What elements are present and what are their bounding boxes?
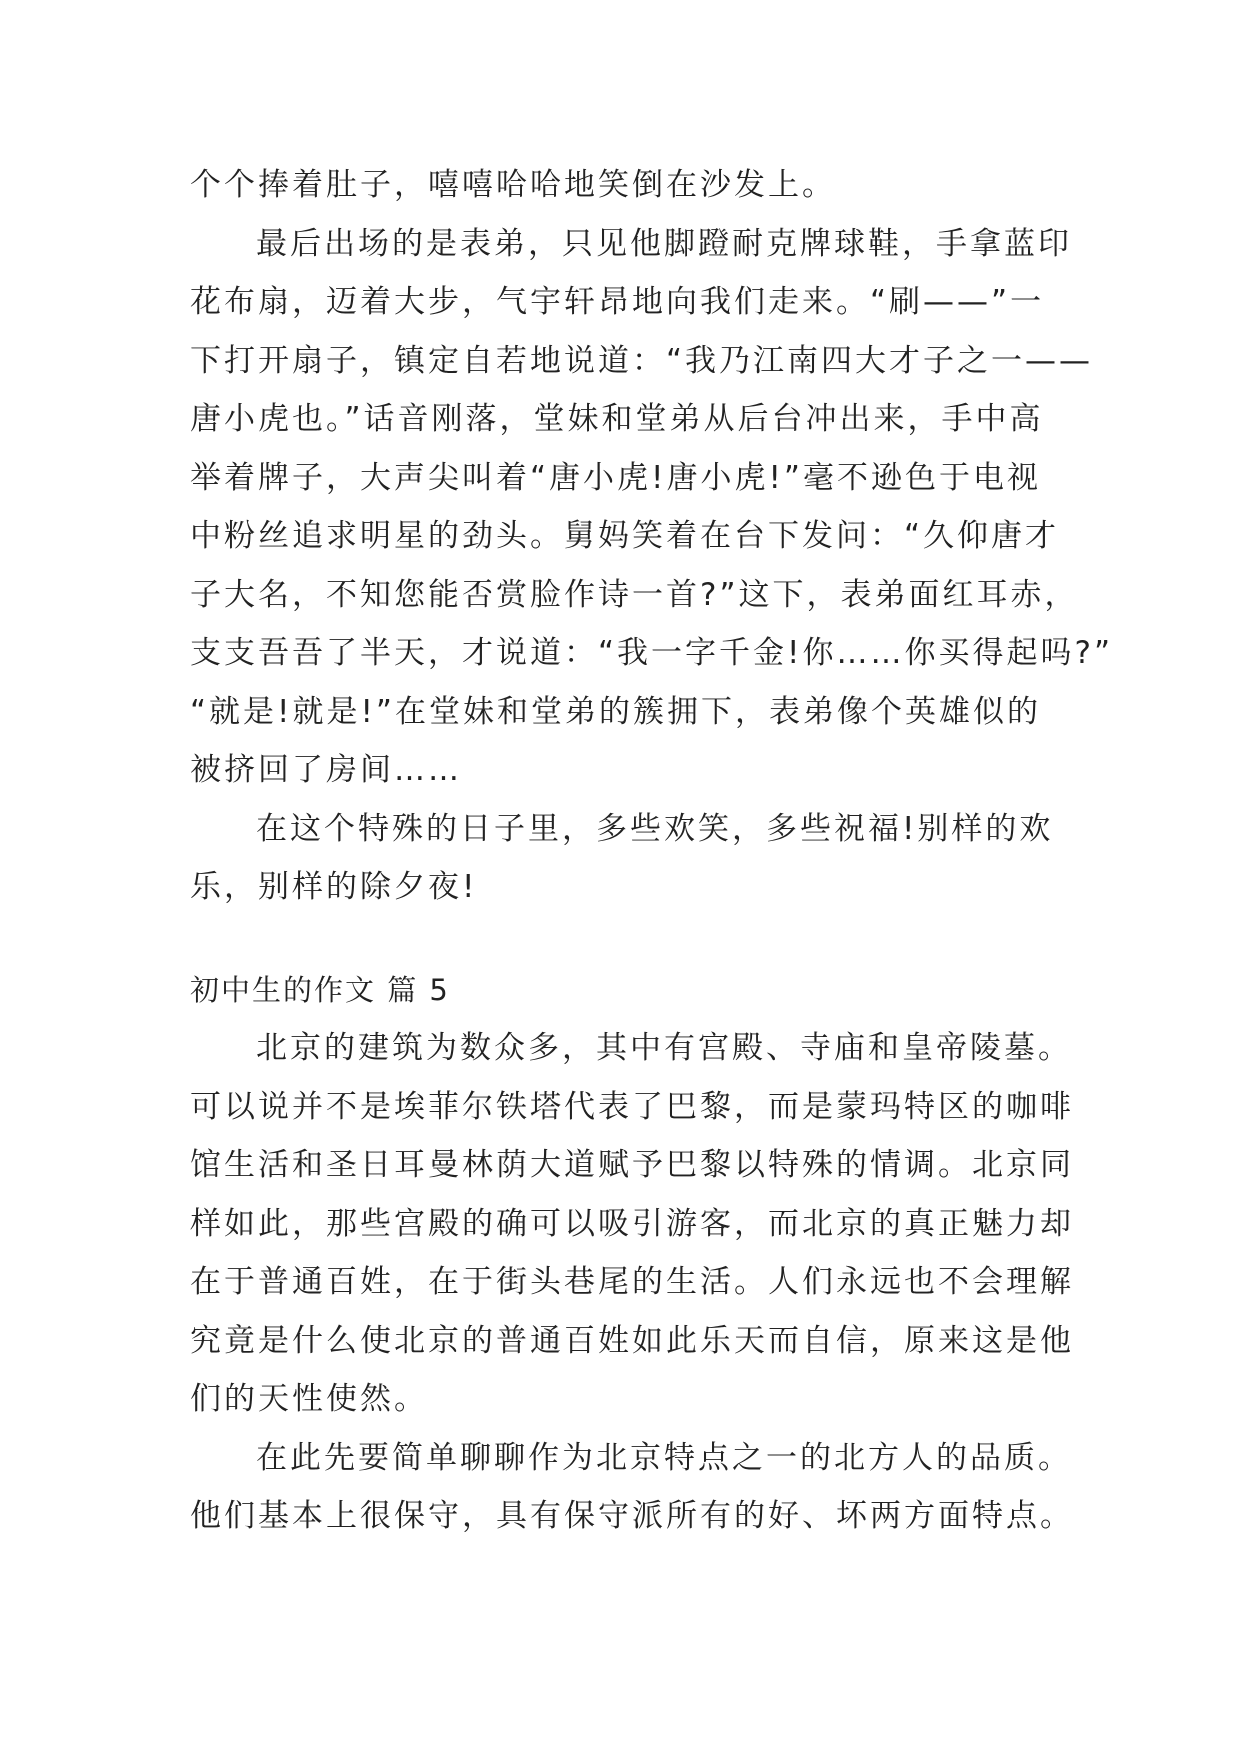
text-line: 下打开扇子，镇定自若地说道：“我乃江南四大才子之一——	[190, 342, 1094, 379]
section-gap	[190, 917, 1090, 961]
text-line: “就是!就是!”在堂妹和堂弟的簇拥下，表弟像个英雄似的	[190, 693, 1041, 730]
text-line: 中粉丝追求明星的劲头。舅妈笑着在台下发问：“久仰唐才	[190, 518, 1060, 554]
text-line: 子大名，不知您能否赏脸作诗一首?”这下，表弟面红耳赤，	[190, 576, 1079, 613]
text-line: 样如此，那些宫殿的确可以吸引游客，而北京的真正魅力却	[190, 1205, 1074, 1242]
text-line: 究竟是什么使北京的普通百姓如此乐天而自信，原来这是他	[190, 1322, 1074, 1359]
text-line: 可以说并不是埃菲尔铁塔代表了巴黎，而是蒙玛特区的咖啡	[190, 1088, 1074, 1125]
text-line: 馆生活和圣日耳曼林荫大道赋予巴黎以特殊的情调。北京同	[190, 1147, 1074, 1183]
paragraph-start-line: 在这个特殊的日子里，多些欢笑，多些祝福!别样的欢	[256, 810, 1054, 847]
paragraph-start-line: 北京的建筑为数众多，其中有宫殿、寺庙和皇帝陵墓。	[256, 1030, 1072, 1066]
text-line: 花布扇，迈着大步，气宇轩昂地向我们走来。“刷——”一	[190, 284, 1045, 320]
text-line: 们的天性使然。	[190, 1381, 428, 1417]
paragraph-start-line: 在此先要简单聊聊作为北京特点之一的北方人的品质。	[256, 1439, 1072, 1476]
section-heading: 初中生的作文 篇 5	[190, 972, 450, 1007]
text-line: 在于普通百姓，在于街头巷尾的生活。人们永远也不会理解	[190, 1264, 1074, 1300]
text-line: 举着牌子，大声尖叫着“唐小虎!唐小虎!”毫不逊色于电视	[190, 459, 1041, 496]
text-line: 个个捧着肚子，嘻嘻哈哈地笑倒在沙发上。	[190, 167, 836, 203]
document-body	[190, 156, 1113, 1546]
paragraph-start-line: 最后出场的是表弟，只见他脚蹬耐克牌球鞋，手拿蓝印	[256, 225, 1072, 262]
text-line: 乐，别样的除夕夜!	[190, 869, 478, 905]
text-line: 支支吾吾了半天，才说道：“我一字千金!你……你买得起吗?”	[190, 635, 1113, 671]
text-line: 被挤回了房间……	[190, 752, 462, 788]
text-line: 他们基本上很保守，具有保守派所有的好、坏两方面特点。	[190, 1498, 1074, 1534]
text-line: 唐小虎也。”话音刚落，堂妹和堂弟从后台冲出来，手中高	[190, 401, 1044, 437]
